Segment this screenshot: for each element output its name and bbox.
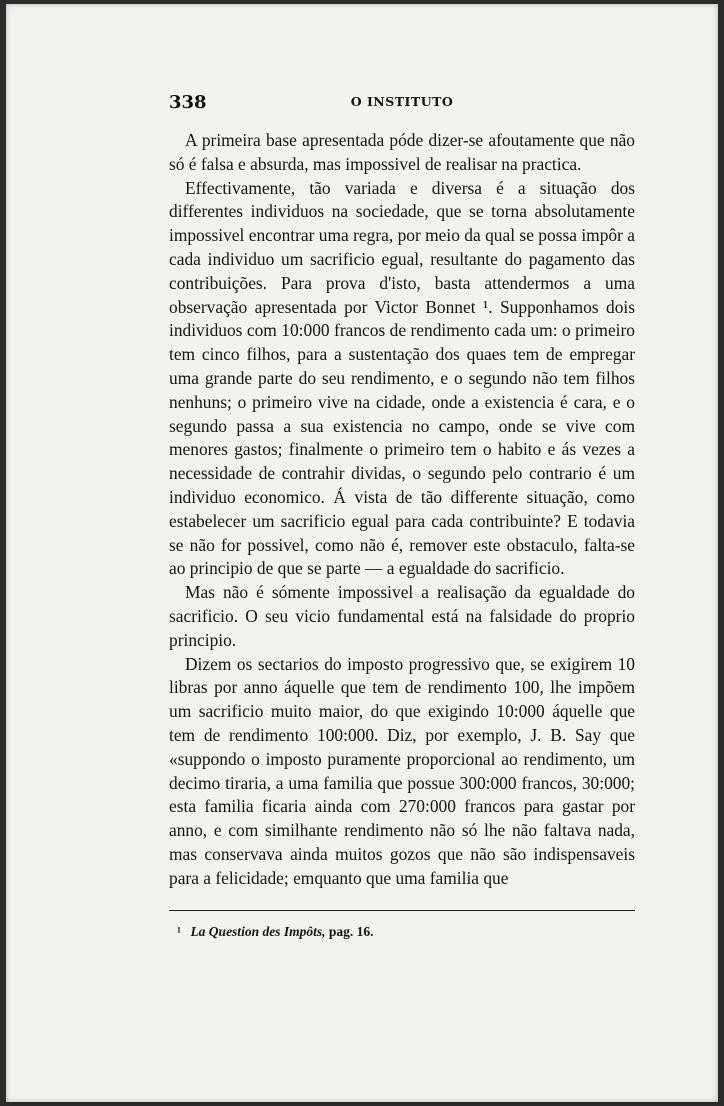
footnote-marker: ¹: [177, 924, 182, 939]
page-header: [169, 92, 635, 114]
paragraph: A primeira base apresentada póde dizer-se afoutamente que não só é falsa e absurda, mas impossivel de realisar na practica.: [169, 130, 635, 174]
book-page: [6, 4, 718, 1102]
running-head: O INSTITUTO: [350, 94, 454, 109]
footnote: [177, 924, 627, 940]
footnote-divider: [169, 910, 635, 911]
page-number: 338: [169, 92, 207, 113]
footnote-pages: pag. 16.: [328, 924, 374, 939]
paragraph: Mas não é sómente impossivel a realisação da egualdade do sacrificio. O seu vicio fundamental está na falsidade do proprio principio.: [169, 582, 635, 650]
footnote-title: La Question des Impôts,: [190, 924, 326, 939]
paragraph: Effectivamente, tão variada e diversa é a situação dos differentes individuos na sociedade, que se torna absolutamente impossivel encontrar uma regra, por meio da qual se possa impôr a cada individuo um sacrificio egual, resultante do pagamento das contribuições. Para prova d'isto, basta attendermos a uma observação apresentada por Victor Bonnet ¹. Supponhamos dois individuos com 10:000 francos de rendimento cada um: o primeiro tem cinco filhos, para a sustentação dos quaes tem de empregar uma grande parte do seu rendimento, e o segundo não tem filhos nenhuns; o primeiro vive na cidade, onde a existencia é cara, e o segundo passa a sua existencia no campo, onde se vive com menores gastos; finalmente o primeiro tem o habito e ás vezes a necessidade de contrahir dividas, o segundo pelo contrario é um individuo economico. Á vista de tão differente situação, como estabelecer um sacrificio egual para cada contribuinte? E todavia se não for possivel, como não é, remover este obstaculo, falta-se ao principio de que se parte — a egualdade do sacrificio.: [169, 177, 635, 579]
body-text: [169, 129, 635, 891]
paragraph: Dizem os sectarios do imposto progressivo que, se exigirem 10 libras por anno áquelle que tem de rendimento 100, lhe impõem um sacrificio muito maior, do que exigindo 10:000 áquelle que tem de rendimento 100:000. Diz, por exemplo, J. B. Say que «suppondo o imposto puramente proporcional ao rendimento, um decimo tiraria, a uma familia que possue 300:000 francos, 30:000; esta familia ficaria ainda com 270:000 francos para gastar por anno, e com similhante rendimento não só lhe não faltava nada, mas conservava ainda muitos gozos que não são indispensaveis para a felicidade; emquanto que uma familia que: [169, 653, 635, 888]
